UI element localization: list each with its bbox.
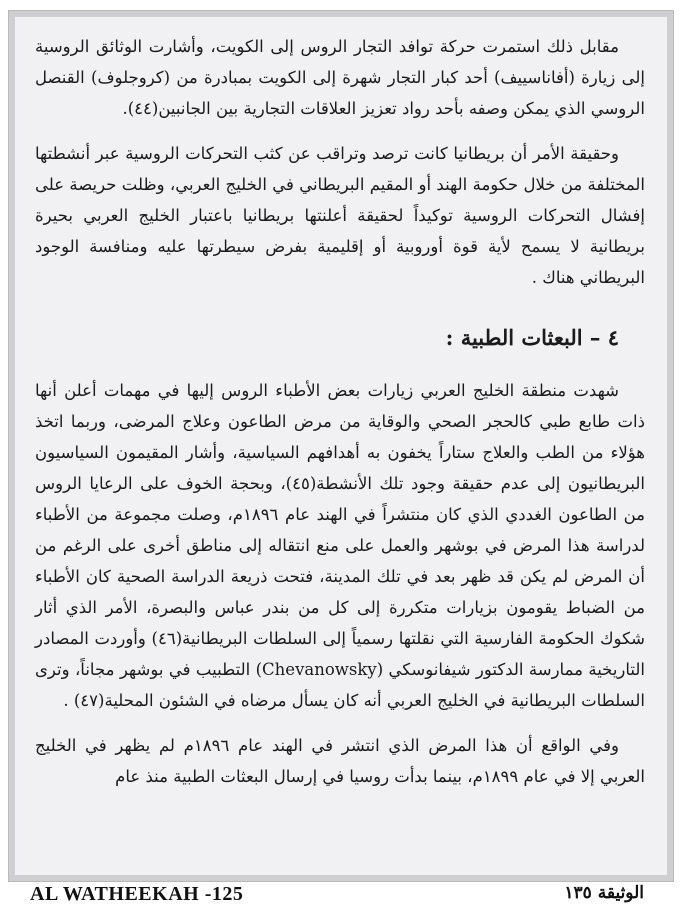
footer-publication-arabic: الوثيقة ١٣٥ bbox=[564, 883, 644, 903]
paragraph-4: وفي الواقع أن هذا المرض الذي انتشر في الهند عام ١٨٩٦م لم يظهر في الخليج العربي إلا في عام ١٨٩٩م، بينما بدأت روسيا في إرسال البعثات الطبية منذ عام bbox=[35, 736, 645, 786]
paragraph-1: مقابل ذلك استمرت حركة توافد التجار الروس إلى الكويت، وأشارت الوثائق الروسية إلى زيارة (أفاناسييف) أحد كبار التجار شهرة إلى الكويت بمبادرة من (كروجلوف) القنصل الروسي الذي يمكن وصفه بأحد رواد تعزيز العلاقات التجارية بين الجانبين(٤٤). bbox=[35, 37, 645, 118]
page-footer bbox=[8, 883, 674, 909]
page-frame bbox=[8, 10, 674, 882]
page-paper bbox=[15, 17, 667, 875]
footer-publication-english: AL WATHEEKAH -125 bbox=[30, 883, 244, 905]
section-heading: ٤ – البعثات الطبية : bbox=[445, 325, 619, 350]
paragraph-3: شهدت منطقة الخليج العربي زيارات بعض الأطباء الروس إليها في مهمات أعلن أنها ذات طابع طبي كالحجر الصحي والوقاية من مرض الطاعون وعلاج المرضى، وربما اتخذ هؤلاء من الطب والعلاج ستاراً يخفون به أهدافهم السياسية، وأشار المقيمون السياسيون البريطانيون إلى عدم حقيقة وجود تلك الأنشطة(٤٥)، وبحجة الخوف على الرعايا الروس من الطاعون الغددي الذي كان منتشراً في الهند عام ١٨٩٦م، وصلت مجموعة من الأطباء لدراسة هذا المرض في بوشهر والعمل على منع انتقاله إلى مناطق أخرى على الرغم من أن المرض لم يكن قد ظهر بعد في تلك المدينة، فتحت ذريعة الدراسة الصحية كان الأطباء من الضباط يقومون بزيارات متكررة إلى كل من بندر عباس والبصرة، الأمر الذي أثار شكوك الحكومة الفارسية التي نقلتها رسمياً إلى السلطات البريطانية(٤٦) وأوردت المصادر التاريخية ممارسة الدكتور شيفانوسكي (Chevanowsky) التطبيب في بوشهر مجاناً، وترى السلطات البريطانية في الخليج العربي أنه كان يسأل مرضاه في الشئون المحلية(٤٧) . bbox=[35, 381, 646, 710]
article-body bbox=[35, 31, 645, 792]
paragraph-2: وحقيقة الأمر أن بريطانيا كانت ترصد وتراقب عن كثب التحركات الروسية عبر أنشطتها المختلفة من خلال حكومة الهند أو المقيم البريطاني في الخليج العربي، وظلت حريصة على إفشال التحركات الروسية توكيداً لحقيقة أعلنتها بريطانيا باعتبار الخليج العربي بحيرة بريطانية لا يسمح لأية قوة أوروبية أو إقليمية بفرض سيطرتها عليه ومنافسة الوجود البريطاني هناك . bbox=[35, 144, 645, 287]
